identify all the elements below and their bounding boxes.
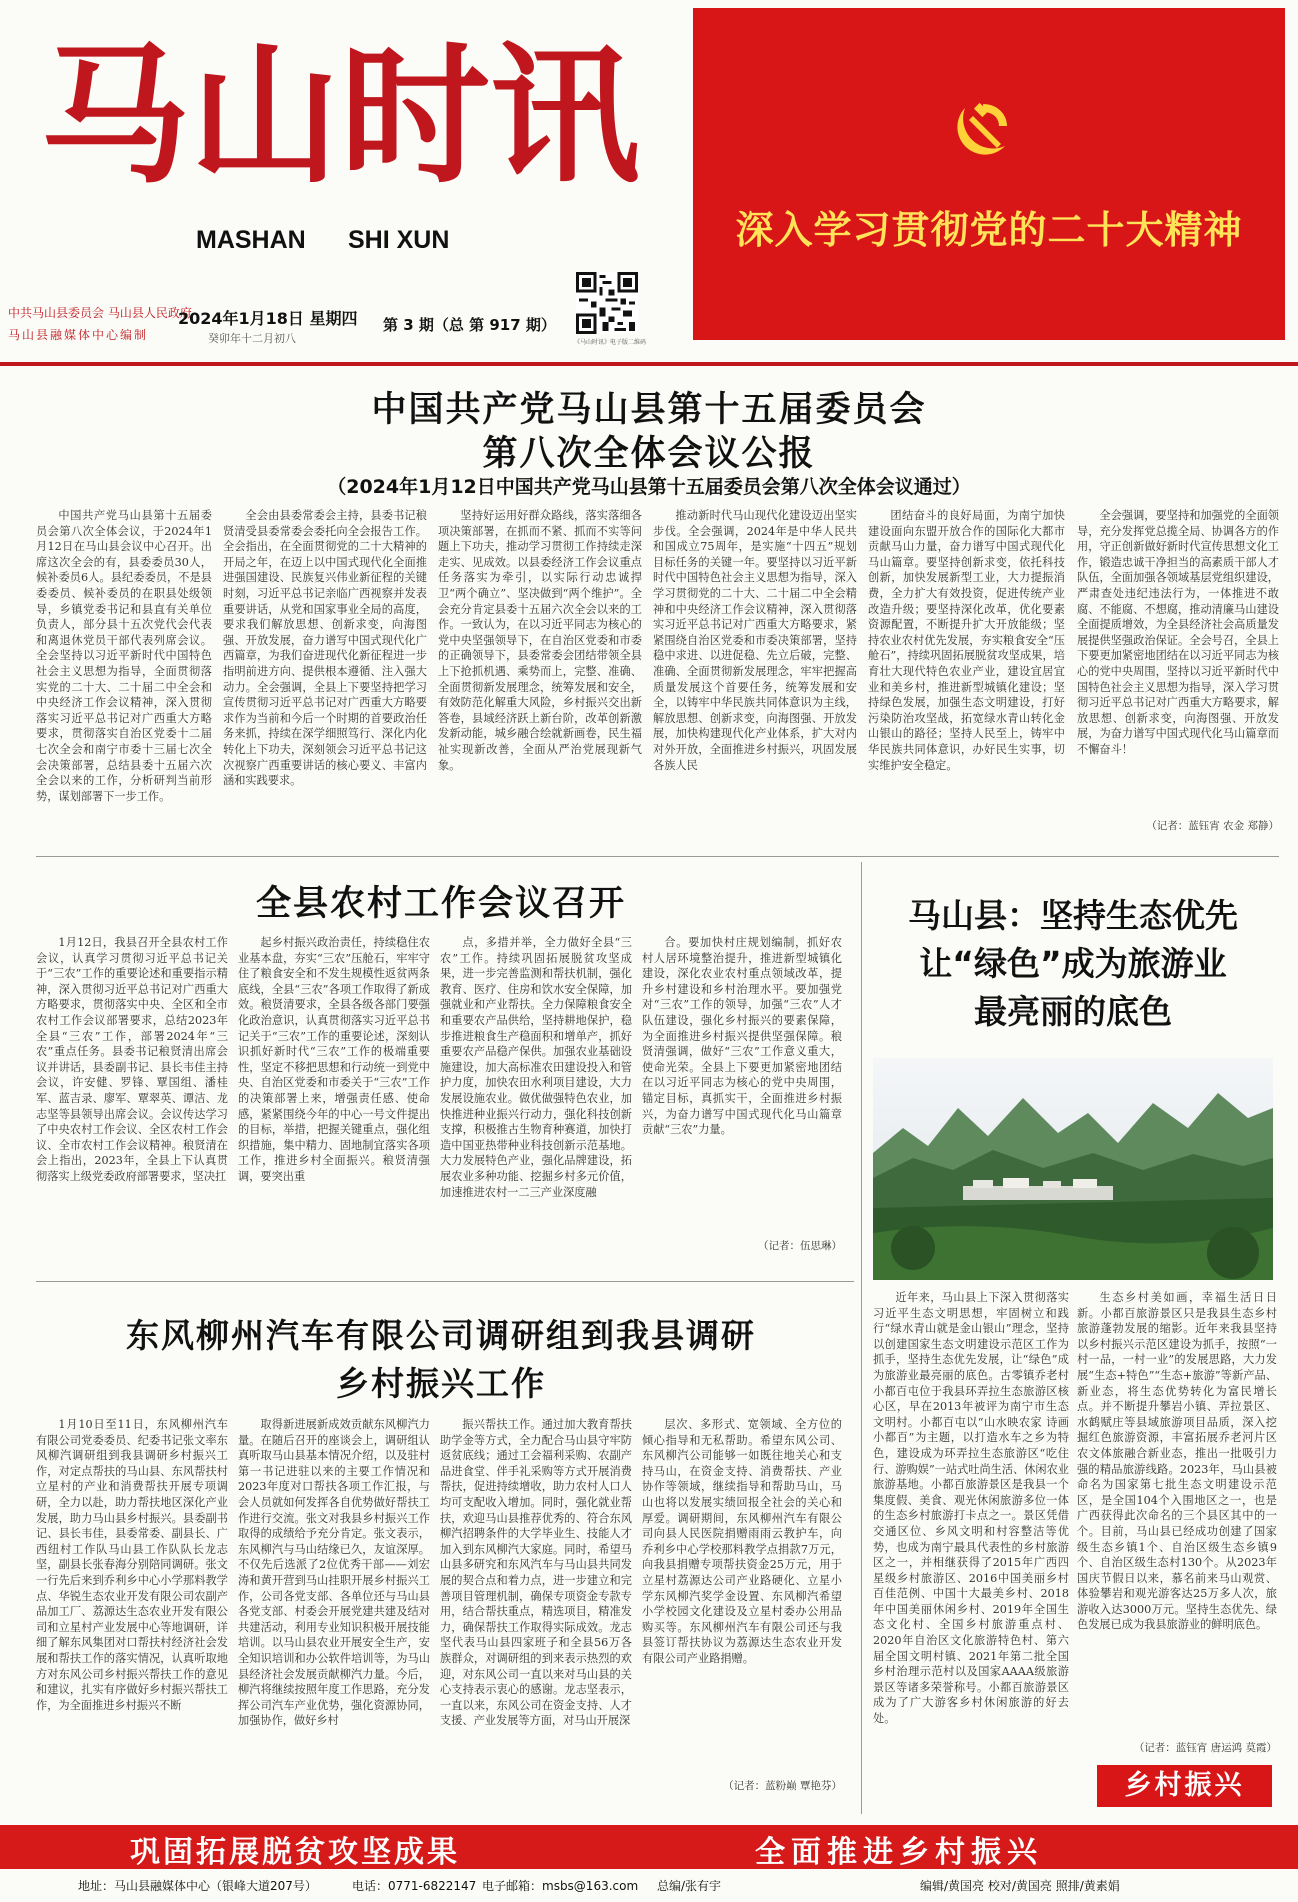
footer-editors: 编辑/黄国亮 校对/黄国亮 照排/黄素娟 bbox=[920, 1879, 1120, 1893]
article2-column-3: 点，多措并举，全力做好全县“三农”工作。持续巩固拓展脱贫攻坚成果，进一步完善监测和帮扶机制，强化教育、医疗、住房和饮水安全保障，加强就业和产业帮扶。全力保障粮食安全和重要农产品供给，坚持耕地保护，稳步推进粮食生产稳面积和增单产，抓好重要农产品稳产保供。加强农业基础设施建设，加大高标准农田建设投入和管护力度，加快农田水利项目建设，大力发展设施农业。做优做强特色农业，加快推进种业振兴行动力，强化科技创新支撑，积极推古生物育种赛道，加快打造中国亚热带种业科技创新示范基地。大力发展特色产业，强化品牌建设，拓展农业多种功能、挖掘乡村多元价值，加速推进农村一二三产业深度融 bbox=[440, 936, 632, 1199]
article1-column-5: 团结奋斗的良好局面，为南宁加快建设面向东盟开放合作的国际化大都市贡献马山力量，奋力谱写中国式现代化马山篇章。要坚持创新求变，依托科技创新，加快发展新型工业，大力提振消费，全力扩大有效投资，促进传统产业改造升级；要坚持深化改革，优化要素资源配置，不断提升扩大开放能级；坚持农业农村优先发展，夯实粮食安全“压舱石”，持续巩固拓展脱贫攻坚成果，培育壮大现代特色农业产业，建设宜居宜业和美乡村，推进新型城镇化建设；坚持绿色发展，加强生态文明建设，打好污染防治攻坚战，拓宽绿水青山转化金山银山的路径；坚持人民至上，铸牢中华民族共同体意识，办好民生实事，切实维护安全稳定。 bbox=[868, 509, 1065, 772]
article1-byline: （记者：蓝钰宵 农金 郑静） bbox=[1146, 820, 1279, 832]
article4-column-3: 振兴帮扶工作。通过加大教育帮扶助学金等方式，全力配合马山县守牢防返贫底线；通过工会福利采购、农副产品进食堂、伴手礼采购等方式开展消费帮扶，促进持续增收，助力农村人口人均可支配收入增加。同时，强化就业帮扶，欢迎马山县推荐优秀的、符合东风柳汽招聘条件的大学毕业生、技能人才加入到东风柳汽大家庭。同时，希望马山县多研究和东风汽车与马山县共同发展的契合点和着力点，进一步建立和完善项目管理机制，确保专项资金专款专用，结合帮扶重点，精选项目，精准发力，确保帮扶工作取得实际成效。龙志坚代表马山县四家班子和全县56万各族群众，对调研组的到来表示热烈的欢迎，对东风公司一直以来对马山县的关心支持表示衷心的感谢。龙志坚表示，一直以来，东风公司在资金支持、人才支援、产业发展等方面，对马山开展深 bbox=[440, 1418, 632, 1728]
article3-column-1: 近年来，马山县上下深入贯彻落实习近平生态文明思想，牢固树立和践行“绿水青山就是金山银山”理念，坚持以创建国家生态文明建设示范区工作为抓手，坚持生态优先发展，让“绿色”成为旅游业最亮丽的底色。古零镇乔老村小都百屯位于我县环弄拉生态旅游区核心区，早在2013年被评为南宁市生态文明村。小都百屯以“山水映农家 诗画小都百”为主题，以打造水车之乡为特色，建设成为环弄拉生态旅游区“吃住行、游购娱”一站式吐尚生活、休闲农业旅游基地。小都百旅游景区是我县一个集度假、美食、观光休闲旅游多位一体的生态乡村旅游打卡点之一。景区凭借交通区位、乡风文明和村容整洁等优势，也成为南宁最具代表性的乡村旅游区之一，并相继获得了2015年广西四星级乡村旅游区、2016中国美丽乡村百佳范例、中国十大最美乡村、2018年中国美丽休闲乡村、2019年全国生态文化村、全国乡村旅游重点村、2020年自治区文化旅游特色村、第六届全国文明村镇、2021年第二批全国乡村治理示范村以及国家AAAA级旅游景区等诸多荣誉称号。小都百旅游景区成为了广大游客乡村休闲旅游的好去处。 bbox=[873, 1291, 1069, 1726]
article3-title-line1: 马山县：坚持生态优先 bbox=[908, 896, 1238, 935]
article2-byline: （记者：伍思琳） bbox=[758, 1240, 842, 1252]
article1-column-2: 全会由县委常委会主持，县委书记稂贤清受县委常委会委托向全会报告工作。全会指出，在全面贯彻党的二十大精神的开局之年，在迈上以中国式现代化全面推进强国建设、民族复兴伟业新征程的关键时刻，习近平总书记亲临广西视察并发表重要讲话，从党和国家事业全局的高度，要求我们解放思想、创新求变，向海图强、开放发展，奋力谱写中国式现代化广西篇章，为我们奋进现代化新征程进一步指明前进方向、提供根本遵循、注入强大动力。全会强调，全县上下要坚持把学习宣传贯彻习近平总书记对广西重大方略要求作为当前和今后一个时期的首要政治任务来抓，持续在深学细照笃行、深化内化转化上下功夫，深刻领会习近平总书记这次视察广西重要讲话的核心要义、丰富内涵和实践要求。 bbox=[223, 509, 427, 788]
section-tag: 乡村振兴 bbox=[1097, 1765, 1272, 1807]
article2-column-2: 起乡村振兴政治责任，持续稳住农业基本盘，夯实“三农”压舱石，牢牢守住了粮食安全和不发生规模性返贫两条底线，全县“三农”各项工作取得了新成效。稂贤清要求，全县各级各部门要强化政治意识，认真贯彻落实习近平总书记关于“三农”工作的重要论述，深刻认识抓好新时代“三农”工作的极端重要性，坚定不移把思想和行动统一到党中央、自治区党委和市委关于“三农”工作的决策部署上来，增强责任感、使命感，紧紧围绕今年的中心一号文件提出的目标，举措，把握关键重点，强化组织措施，集中精力、固地制宜落实各项工作，推进乡村全面振兴。稂贤清强调，要突出重 bbox=[238, 936, 430, 1183]
issue-number: 第 3 期（总 第 917 期） bbox=[383, 316, 556, 334]
article4-title-line2: 乡村振兴工作 bbox=[336, 1364, 546, 1403]
footer-email bbox=[482, 1877, 638, 1894]
article4-byline: （记者：蓝粉巅 覃艳芬） bbox=[723, 1780, 842, 1792]
issue-date: 2024年1月18日 星期四 bbox=[178, 309, 358, 328]
masthead-title-cn: 马山时讯 bbox=[40, 28, 640, 204]
article1-title-line1: 中国共产党马山县第十五届委员会 bbox=[371, 390, 927, 430]
article4-column-1: 1月10日至11日，东风柳州汽车有限公司党委委员、纪委书记张文率东风柳汽调研组到我县调研乡村振兴工作，对定点帮扶的马山县、东风帮扶村立星村的产业和消费帮扶开展专项调研，全力以赴，助力帮扶地区深化产业发展，助力马山县乡村振兴。县委副书记、县长韦佳，县委常委、副县长、广西纽村工作队马山县工作队队长龙志坚，副县长张春海分别陪同调研。张文一行先后来到乔利乡中心小学那料教学点、华锐生态农业开发有限公司农副产品加工厂、荔源达生态农业开发有限公司和立星村产业发展中心等地调研，详细了解东风集团对口帮扶村经济社会发展和帮扶工作的落实情况，认真听取地方对东风公司乡村振兴帮扶工作的意见和建议，扎实有序做好乡村振兴帮扶工作，为全面推进乡村振兴不断 bbox=[36, 1418, 228, 1712]
masthead-title-en-2: SHI XUN bbox=[348, 226, 450, 254]
scenery-photo bbox=[873, 1058, 1273, 1280]
qr-code-icon[interactable] bbox=[576, 272, 638, 334]
article1-column-1: 中国共产党马山县第十五届委员会第八次全体会议，于2024年1月12日在马山县会议中心召开。出席这次全会的有，县委委员30人，候补委员6人。县纪委委员，不是县委委员、候补委员的在职县处级领导，乡镇党委书记和县直有关单位负责人，部分县十五次党代会代表和离退休党员干部代表列席会议。全会坚持以习近平新时代中国特色社会主义思想为指导，全面贯彻落实党的二十大、二十届二中全会和中央经济工作会议精神，深入贯彻落实习近平总书记对广西重大方略要求，贯彻落实自治区党委十二届七次全会和南宁市委十三届七次全会决策部署，总结县委十五届六次全会以来的工作，分析研判当前形势，谋划部署下一步工作。 bbox=[36, 509, 212, 803]
qr-caption: 《马山时讯》电子版二维码 bbox=[574, 339, 647, 346]
footer-email-text[interactable]: 电子邮箱：msbs@163.com bbox=[482, 1879, 639, 1893]
article4-column-2: 取得新进展新成效贡献东风柳汽力量。在随后召开的座谈会上，调研组认真听取马山县基本情况介绍，以及驻村第一书记进驻以来的主要工作情况和2023年度对口帮扶各项工作汇报，与会人员就如何发挥各自优势做好帮扶工作进行交流。张文对我县乡村振兴工作取得的成绩给予充分肯定。张文表示，东风柳汽与马山结缘已久，友谊深厚。不仅先后选派了2位优秀干部——刘宏涛和黄开营到马山挂职开展乡村振兴工作，公司各党支部、各单位还与马山县各党支部、村委会开展党建共建及结对共建活动，利用专业知识积极开展技能培训。以马山县农业开展安全生产，安全知识培训和办公软件培训等，为马山县经济社会发展贡献柳汽力量。今后，柳汽将继续按照年度工作思路，充分发挥公司汽车产业优势，强化资源协同，加强协作，做好乡村 bbox=[238, 1418, 430, 1728]
article2-title: 全县农村工作会议召开 bbox=[255, 883, 626, 924]
divider bbox=[36, 1281, 854, 1282]
article1-column-3: 坚持好运用好群众路线，落实落细各项决策部署，在抓而不紧、抓而不实等问题上下功夫，推动学习贯彻工作持续走深走实、见成效。以县委经济工作会议重点任务落实为牵引，以实际行动忠诚捍卫“两个确立”、坚决做到“两个维护”。全会充分肯定县委十五届六次全会以来的工作。一致认为，在以习近平同志为核心的党中央坚强领导下，在自治区党委和市委的正确领导下，县委常委会团结带领全县上下抢抓机遇、乘势而上，完整、准确、全面贯彻新发展理念，统筹发展和安全，有效防范化解重大风险，乡村振兴交出新答卷，县域经济跃上新台阶，改革创新激发新动能，城乡融合绘就新画卷，民生福祉实现新改善，全面从严治党展现新气象。 bbox=[438, 509, 642, 772]
theme-banner bbox=[693, 8, 1285, 340]
party-emblem-icon bbox=[945, 94, 1019, 168]
masthead-logo bbox=[40, 18, 640, 218]
editor-org: 马山县融媒体中心编制 bbox=[8, 328, 149, 342]
article1-column-4: 推动新时代马山现代化建设迈出坚实步伐。全会强调，2024年是中华人民共和国成立75周年，是实施“十四五”规划目标任务的关键一年。要坚持以习近平新时代中国特色社会主义思想为指导，深入学习贯彻党的二十大、二十届二中全会精神和中央经济工作会议精神，深入贯彻落实习近平总书记对广西重大方略要求，紧紧围绕自治区党委和市委决策部署，坚持稳中求进、以进促稳、先立后破，完整、准确、全面贯彻新发展理念，牢牢把握高质量发展这个首要任务，统筹发展和安全，以铸牢中华民族共同体意识为主线，解放思想、创新求变，向海图强、开放发展，加快构建现代化产业体系，扩大对内对外开放，全面推进乡村振兴，巩固发展各族人民 bbox=[653, 509, 857, 772]
footer-chief-editor: 总编/张有宇 bbox=[657, 1879, 722, 1893]
article1-subtitle: （2024年1月12日中国共产党马山县第十五届委员会第八次全体会议通过） bbox=[327, 476, 971, 498]
publisher: 中共马山县委员会 马山县人民政府 bbox=[8, 306, 192, 320]
footer-phone: 电话：0771-6822147 bbox=[352, 1879, 477, 1893]
masthead-title-en-1: MASHAN bbox=[196, 226, 306, 254]
article4-title-line1: 东风柳州汽车有限公司调研组到我县调研 bbox=[126, 1316, 756, 1355]
article3-byline: （记者：蓝钰宵 唐运鸿 莫霞） bbox=[1133, 1742, 1277, 1754]
article1-title-line2: 第八次全体会议公报 bbox=[482, 434, 816, 474]
lunar-date: 癸卯年十二月初八 bbox=[208, 332, 296, 345]
article2-column-4: 合。要加快村庄规划编制，抓好农村人居环境整治提升，推进新型城镇化建设，深化农业农村重点领域改革，提升乡村建设和乡村治理水平。要加强党对“三农”工作的领导，加强“三农”人才队伍建设，强化乡村振兴的要素保障，为全面推进乡村振兴提供坚强保障。稂贤清强调，做好“三农”工作意义重大，使命光荣。全县上下要更加紧密地团结在以习近平同志为核心的党中央周围，锚定目标，真抓实干，全面推进乡村振兴，为奋力谱写中国式现代化马山篇章贡献“三农”力量。 bbox=[642, 936, 842, 1137]
slogan-left: 巩固拓展脱贫攻坚成果 bbox=[130, 1835, 460, 1870]
banner-slogan: 深入学习贯彻党的二十大精神 bbox=[735, 208, 1243, 252]
article4-column-4: 层次、多形式、宽领域、全方位的倾心指导和无私帮助。希望东风公司、东风柳汽公司能够一如既往地关心和支持马山，在资金支持、消费帮扶、产业协作等领域，继续指导和帮助马山，马山也将以发展实绩回报全社会的关心和厚爱。调研期间，东风柳州汽车有限公司向县人民医院捐赠雨雨云教护车，向乔利乡中心学校那料教学点捐款7万元，向我县捐赠专项帮扶资金25万元，用于立星村荔源达公司产业路硬化、立星小学东风柳汽奖学金设置、东风柳汽希望小学校园文化建设及立星村委办公用品购买等。东风柳州汽车有限公司还与我县签订帮扶协议为荔源达生态农业开发有限公司产业路捐赠。 bbox=[642, 1418, 842, 1665]
slogan-right: 全面推进乡村振兴 bbox=[755, 1835, 1043, 1870]
footer-address: 地址：马山县融媒体中心（银峰大道207号） bbox=[78, 1879, 317, 1893]
article2-column-1: 1月12日，我县召开全县农村工作会议，认真学习贯彻习近平总书记关于“三农”工作的重要论述和重要指示精神，深入贯彻习近平总书记对广西重大方略要求，贯彻落实中央、全区和全市农村工作会议部署要求，总结2023年全县“三农”工作，部署2024年“三农”重点任务。县委书记稂贤清出席会议并讲话，县委副书记、县长韦佳主持会议，许安健、罗锋、覃国组、潘桂军、蓝吉录、廖军、覃翠英、谭洁、龙志坚等县领导出席会议。会议传达学习了中央农村工作会议、全区农村工作会议、全市农村工作会议精神。稂贤清在会上指出，2023年，全县上下认真贯彻落实上级党委政府部署要求，坚决扛 bbox=[36, 936, 228, 1183]
article3-column-2: 生态乡村美如画，幸福生活日日新。小都百旅游景区只是我县生态乡村旅游蓬勃发展的缩影。近年来我县坚持以乡村振兴示范区建设为抓手，按照“一村一品，一村一业”的发展思路，大力发展“生态+特色”“生态+旅游”等新产品、新业态，将生态优势转化为富民增长点。并不断提升攀岩小镇、弄拉景区、水鹤赋庄等县域旅游项目品质，深入挖掘红色旅游资源，丰富拓展乔老河片区农文体旅融合新业态，推出一批吸引力强的精品旅游线路。2023年，马山县被命名为国家第七批生态文明建设示范区，是全国104个入围地区之一，也是广西获得此次命名的三个县区其中的一个。目前，马山县已经成功创建了国家级生态乡镇1个、自治区级生态乡镇9个、自治区级生态村130个。从2023年国庆节假日以来，慕名前来马山观赏、体验攀岩和观光游客达25万多人次，旅游收入达3000万元。坚持生态优先、绿色发展已成为我县旅游业的鲜明底色。 bbox=[1077, 1291, 1277, 1632]
divider bbox=[861, 862, 862, 1814]
article3-title-line2: 让“绿色”成为旅游业 bbox=[919, 944, 1227, 983]
article3-title-line3: 最亮丽的底色 bbox=[974, 992, 1172, 1031]
divider bbox=[36, 856, 1279, 857]
masthead-rule bbox=[0, 362, 1298, 366]
article1-column-6: 全会强调，要坚持和加强党的全面领导，充分发挥党总揽全局、协调各方的作用，守正创新做好新时代宣传思想文化工作，锻造忠诚干净担当的高素质干部人才队伍，全面加强各领域基层党组织建设，严肃查处违纪违法行为，一体推进不敢腐、不能腐、不想腐，推动清廉马山建设全面提质增效，为全县经济社会高质量发展提供坚强政治保证。全会号召，全县上下要更加紧密地团结在以习近平同志为核心的党中央周围，坚持以习近平新时代中国特色社会主义思想为指导，深入学习贯彻习近平总书记对广西重大方略要求，解放思想、创新求变，向海图强、开放发展，为奋力谱写中国式现代化马山篇章而不懈奋斗！ bbox=[1077, 509, 1279, 756]
